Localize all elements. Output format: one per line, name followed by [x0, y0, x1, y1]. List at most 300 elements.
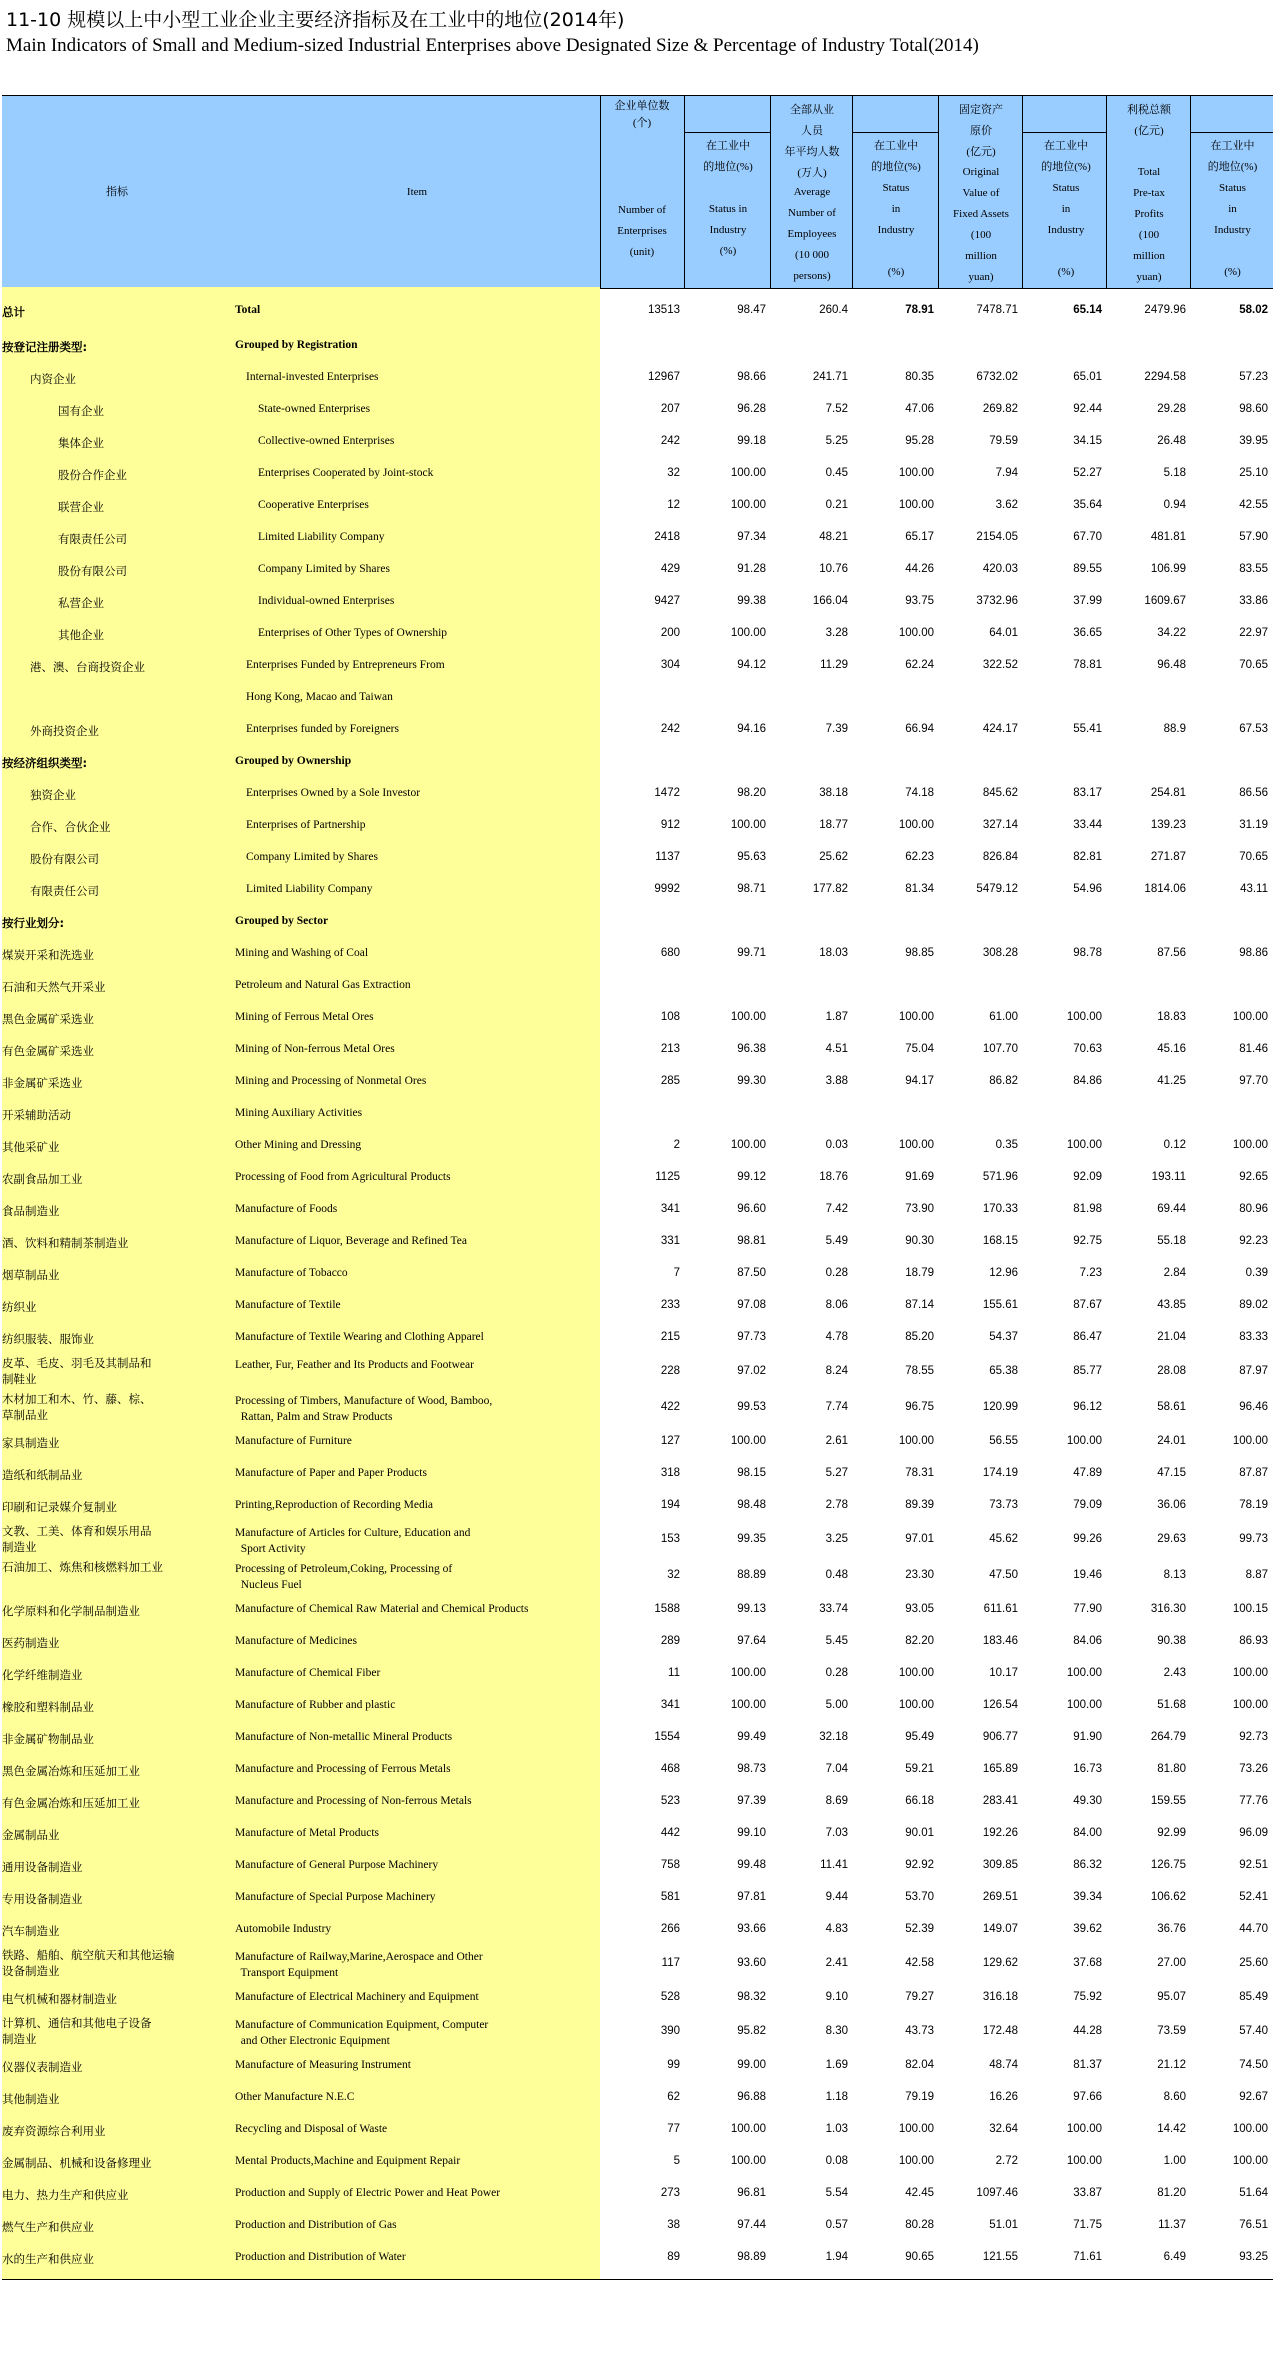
row-label-zh: 石油和天然气开采业: [2, 980, 106, 994]
cell-status-3: 7.23: [1079, 1267, 1102, 1279]
cell-status-1: 99.12: [737, 1171, 766, 1183]
table-row: [2, 491, 1273, 523]
cell-status-1: 100.00: [730, 627, 766, 639]
cell-fixed-assets: 47.50: [989, 1569, 1018, 1581]
cell-status-4: 89.02: [1239, 1299, 1268, 1311]
cell-status-4: 0.39: [1245, 1267, 1268, 1279]
table-row: [2, 1915, 1273, 1947]
cell-profits: 96.48: [1157, 659, 1186, 671]
row-label-zh: 化学纤维制造业: [2, 1668, 83, 1682]
cell-enterprises: 12967: [648, 371, 680, 383]
cell-employees: 5.27: [825, 1467, 848, 1479]
cell-employees: 0.28: [825, 1667, 848, 1679]
cell-status-3: 82.81: [1073, 851, 1102, 863]
cell-status-2: 82.04: [905, 2059, 934, 2071]
cell-profits: 159.55: [1150, 1795, 1186, 1807]
cell-status-2: 90.65: [905, 2251, 934, 2263]
cell-status-3: 99.26: [1073, 1533, 1102, 1545]
cell-profits: 51.68: [1157, 1699, 1186, 1711]
header-profits-en: Total Pre-tax Profits (100 million yuan): [1133, 166, 1165, 283]
row-label-zh: 汽车制造业: [2, 1924, 60, 1938]
cell-fixed-assets: 7478.71: [976, 304, 1018, 316]
row-label-en: Manufacture of Liquor, Beverage and Refined Tea: [235, 1235, 467, 1247]
cell-fixed-assets: 611.61: [983, 1603, 1018, 1615]
cell-status-2: 98.85: [905, 947, 934, 959]
cell-fixed-assets: 10.17: [989, 1667, 1018, 1679]
cell-enterprises: 581: [660, 1891, 680, 1903]
table-row: [2, 1291, 1273, 1323]
cell-status-4: 86.93: [1239, 1635, 1268, 1647]
cell-status-3: 35.64: [1073, 499, 1102, 511]
cell-profits: 1609.67: [1144, 595, 1186, 607]
cell-status-3: 39.62: [1073, 1923, 1102, 1935]
cell-profits: 21.04: [1157, 1331, 1186, 1343]
cell-enterprises: 117: [661, 1957, 680, 1969]
cell-status-3: 84.06: [1073, 1635, 1102, 1647]
cell-profits: 55.18: [1157, 1235, 1186, 1247]
cell-status-4: 31.19: [1239, 819, 1268, 831]
table-row: [2, 1819, 1273, 1851]
cell-fixed-assets: 149.07: [982, 1923, 1018, 1935]
cell-profits: 11.37: [1158, 2219, 1186, 2231]
row-label-en: Limited Liability Company: [246, 883, 373, 895]
cell-enterprises: 194: [660, 1499, 680, 1511]
cell-enterprises: 9992: [654, 883, 680, 895]
cell-employees: 241.71: [812, 371, 848, 383]
cell-profits: 2.84: [1163, 1267, 1186, 1279]
row-label-en: Manufacture of Textile Wearing and Clothing Apparel: [235, 1331, 484, 1343]
cell-enterprises: 341: [660, 1203, 680, 1215]
row-label-en: Processing of Timbers, Manufacture of Wood, Bamboo, Rattan, Palm and Straw Products: [235, 1395, 493, 1423]
cell-status-3: 71.61: [1073, 2251, 1102, 2263]
cell-fixed-assets: 65.38: [989, 1365, 1018, 1377]
cell-fixed-assets: 5479.12: [976, 883, 1018, 895]
cell-status-4: 57.40: [1239, 2025, 1268, 2037]
cell-profits: 28.08: [1157, 1365, 1186, 1377]
cell-status-1: 96.60: [737, 1203, 766, 1215]
cell-status-2: 90.30: [905, 1235, 934, 1247]
cell-employees: 4.78: [825, 1331, 848, 1343]
cell-status-4: 100.00: [1232, 1699, 1268, 1711]
cell-status-4: 22.97: [1239, 627, 1268, 639]
header-item-en: Item: [406, 186, 428, 198]
table-row: [2, 1163, 1273, 1195]
cell-profits: 14.42: [1157, 2123, 1186, 2135]
cell-status-1: 97.34: [737, 531, 766, 543]
cell-status-2: 78.31: [905, 1467, 934, 1479]
cell-employees: 7.74: [825, 1401, 848, 1413]
cell-status-2: 100.00: [898, 499, 934, 511]
cell-status-2: 44.26: [905, 563, 934, 575]
cell-fixed-assets: 79.59: [989, 435, 1018, 447]
cell-enterprises: 1472: [654, 787, 680, 799]
cell-status-4: 86.56: [1239, 787, 1268, 799]
cell-status-1: 100.00: [730, 1667, 766, 1679]
cell-enterprises: 528: [660, 1991, 680, 2003]
cell-status-1: 94.16: [737, 723, 766, 735]
table-row: [2, 715, 1273, 747]
cell-status-4: 44.70: [1239, 1923, 1268, 1935]
cell-enterprises: 680: [660, 947, 680, 959]
cell-status-2: 100.00: [898, 1011, 934, 1023]
table-row: [2, 395, 1273, 427]
header-employees-en: Average Number of Employees (10 000 persons): [787, 186, 837, 282]
row-label-en: Printing,Reproduction of Recording Media: [235, 1499, 434, 1511]
cell-employees: 4.51: [825, 1043, 848, 1055]
cell-enterprises: 331: [660, 1235, 680, 1247]
row-label-en: Mining of Ferrous Metal Ores: [235, 1011, 374, 1023]
table-row: [2, 2211, 1273, 2243]
cell-status-4: 85.49: [1239, 1991, 1268, 2003]
cell-enterprises: 127: [660, 1435, 680, 1447]
cell-status-1: 97.08: [737, 1299, 766, 1311]
row-label-en: Processing of Petroleum,Coking, Processing of Nucleus Fuel: [235, 1563, 453, 1591]
row-label-zh: 电气机械和器材制造业: [2, 1992, 117, 2006]
cell-status-4: 33.86: [1239, 595, 1268, 607]
cell-enterprises: 242: [660, 435, 680, 447]
cell-employees: 8.06: [825, 1299, 848, 1311]
cell-fixed-assets: 845.62: [982, 787, 1018, 799]
cell-enterprises: 1554: [654, 1731, 680, 1743]
cell-status-2: 62.23: [905, 851, 934, 863]
cell-status-3: 100.00: [1066, 2155, 1102, 2167]
row-label-en: Manufacture of Special Purpose Machinery: [235, 1891, 436, 1903]
cell-status-2: 75.04: [905, 1043, 934, 1055]
cell-status-4: 96.46: [1239, 1401, 1268, 1413]
row-label-en: Enterprises of Other Types of Ownership: [258, 627, 448, 639]
cell-status-4: 25.10: [1239, 467, 1268, 479]
cell-status-3: 100.00: [1066, 1435, 1102, 1447]
cell-fixed-assets: 172.48: [982, 2025, 1018, 2037]
cell-employees: 18.77: [819, 819, 848, 831]
cell-employees: 25.62: [819, 851, 848, 863]
cell-profits: 8.13: [1163, 1569, 1186, 1581]
cell-status-2: 53.70: [905, 1891, 934, 1903]
cell-enterprises: 9427: [654, 595, 680, 607]
row-label-en: Mining and Washing of Coal: [235, 947, 369, 959]
cell-enterprises: 304: [660, 659, 680, 671]
cell-status-3: 89.55: [1073, 563, 1102, 575]
cell-status-3: 78.81: [1073, 659, 1102, 671]
cell-status-1: 98.15: [737, 1467, 766, 1479]
cell-profits: 18.83: [1157, 1011, 1186, 1023]
table-row: [2, 1787, 1273, 1819]
cell-status-3: 86.47: [1073, 1331, 1102, 1343]
cell-employees: 177.82: [812, 883, 848, 895]
row-label-zh: 金属制品业: [2, 1828, 60, 1842]
row-label-en: Mining and Processing of Nonmetal Ores: [235, 1075, 427, 1087]
cell-fixed-assets: 12.96: [989, 1267, 1018, 1279]
cell-status-3: 71.75: [1073, 2219, 1102, 2231]
row-label-zh: 金属制品、机械和设备修理业: [2, 2156, 152, 2170]
cell-status-2: 91.69: [905, 1171, 934, 1183]
cell-fixed-assets: 155.61: [982, 1299, 1018, 1311]
row-label-zh: 印刷和记录媒介复制业: [2, 1500, 117, 1514]
cell-fixed-assets: 906.77: [982, 1731, 1018, 1743]
cell-status-4: 93.25: [1239, 2251, 1268, 2263]
row-label-en: Manufacture of Furniture: [235, 1435, 352, 1447]
cell-status-1: 99.53: [737, 1401, 766, 1413]
cell-status-3: 65.01: [1073, 371, 1102, 383]
cell-employees: 9.44: [825, 1891, 848, 1903]
row-label-en: Grouped by Sector: [235, 915, 329, 927]
cell-status-2: 100.00: [898, 1139, 934, 1151]
cell-status-2: 42.45: [905, 2187, 934, 2199]
cell-status-1: 93.66: [737, 1923, 766, 1935]
cell-employees: 0.48: [825, 1569, 848, 1581]
cell-status-1: 96.81: [737, 2187, 766, 2199]
row-label-zh: 专用设备制造业: [2, 1892, 83, 1906]
cell-status-3: 34.15: [1073, 435, 1102, 447]
row-label-zh: 非金属矿采选业: [2, 1076, 83, 1090]
cell-status-3: 92.09: [1073, 1171, 1102, 1183]
cell-status-4: 25.60: [1239, 1957, 1268, 1969]
row-label-zh: 木材加工和木、竹、藤、棕、 草制品业: [2, 1392, 152, 1422]
row-label-zh: 独资企业: [30, 788, 76, 802]
row-label-en: Enterprises Cooperated by Joint-stock: [258, 467, 434, 479]
cell-employees: 2.61: [825, 1435, 848, 1447]
row-label-zh: 仪器仪表制造业: [2, 2060, 83, 2074]
cell-fixed-assets: 1097.46: [976, 2187, 1018, 2199]
cell-enterprises: 912: [660, 819, 680, 831]
cell-status-1: 91.28: [737, 563, 766, 575]
cell-status-4: 8.87: [1245, 1569, 1268, 1581]
table-row: [2, 1131, 1273, 1163]
cell-status-3: 37.99: [1073, 595, 1102, 607]
cell-status-4: 83.33: [1239, 1331, 1268, 1343]
cell-employees: 38.18: [819, 787, 848, 799]
row-label-zh: 有色金属矿采选业: [2, 1044, 94, 1058]
cell-fixed-assets: 7.94: [995, 467, 1018, 479]
row-label-zh: 其他采矿业: [2, 1140, 60, 1154]
cell-fixed-assets: 192.26: [982, 1827, 1018, 1839]
cell-employees: 18.76: [819, 1171, 848, 1183]
row-label-en: Manufacture of Measuring Instrument: [235, 2059, 411, 2071]
cell-status-3: 79.09: [1073, 1499, 1102, 1511]
cell-profits: 2479.96: [1144, 304, 1186, 316]
cell-status-2: 42.58: [905, 1957, 934, 1969]
table-row: [2, 1659, 1273, 1691]
cell-enterprises: 390: [660, 2025, 680, 2037]
cell-enterprises: 318: [660, 1467, 680, 1479]
cell-status-4: 92.65: [1239, 1171, 1268, 1183]
cell-enterprises: 5: [673, 2155, 680, 2167]
cell-status-1: 97.64: [737, 1635, 766, 1647]
cell-status-2: 65.17: [905, 531, 934, 543]
cell-employees: 18.03: [819, 947, 848, 959]
cell-status-3: 100.00: [1066, 1667, 1102, 1679]
cell-status-3: 86.32: [1073, 1859, 1102, 1871]
row-label-zh: 文教、工美、体育和娱乐用品 制造业: [2, 1524, 152, 1554]
cell-employees: 4.83: [825, 1923, 848, 1935]
row-label-zh: 联营企业: [58, 500, 104, 514]
cell-status-1: 100.00: [730, 467, 766, 479]
row-label-zh: 造纸和纸制品业: [2, 1468, 83, 1482]
row-label-en: Manufacture of General Purpose Machinery: [235, 1859, 439, 1871]
table-row: [2, 683, 1273, 715]
cell-status-4: 100.00: [1232, 1667, 1268, 1679]
cell-status-2: 100.00: [898, 1435, 934, 1447]
row-label-zh: 家具制造业: [2, 1436, 60, 1450]
cell-fixed-assets: 86.82: [989, 1075, 1018, 1087]
cell-fixed-assets: 269.51: [982, 1891, 1018, 1903]
cell-status-4: 80.96: [1239, 1203, 1268, 1215]
header-status-4: 在工业中 的地位(%) Status in Industry (%): [1207, 140, 1258, 278]
cell-status-3: 49.30: [1073, 1795, 1102, 1807]
cell-status-3: 92.44: [1073, 403, 1102, 415]
row-label-zh: 合作、合伙企业: [30, 820, 111, 834]
table-row: [2, 619, 1273, 651]
cell-status-3: 54.96: [1073, 883, 1102, 895]
cell-status-1: 97.39: [737, 1795, 766, 1807]
cell-status-4: 99.73: [1239, 1533, 1268, 1545]
cell-fixed-assets: 3732.96: [976, 595, 1018, 607]
cell-enterprises: 153: [660, 1533, 680, 1545]
cell-enterprises: 1137: [655, 851, 680, 863]
cell-fixed-assets: 121.55: [982, 2251, 1018, 2263]
row-label-zh: 总计: [2, 305, 25, 319]
cell-status-2: 78.91: [905, 304, 934, 316]
cell-fixed-assets: 0.35: [995, 1139, 1018, 1151]
cell-fixed-assets: 126.54: [982, 1699, 1018, 1711]
row-label-en: Hong Kong, Macao and Taiwan: [246, 691, 393, 703]
cell-enterprises: 758: [660, 1859, 680, 1871]
table-row: [2, 1391, 1273, 1427]
cell-status-4: 83.55: [1239, 563, 1268, 575]
cell-status-4: 52.41: [1239, 1891, 1268, 1903]
cell-status-2: 89.39: [905, 1499, 934, 1511]
cell-status-3: 100.00: [1066, 2123, 1102, 2135]
cell-status-1: 96.38: [737, 1043, 766, 1055]
cell-employees: 7.42: [825, 1203, 848, 1215]
cell-status-2: 79.19: [905, 2091, 934, 2103]
cell-fixed-assets: 174.19: [982, 1467, 1018, 1479]
cell-profits: 481.81: [1150, 531, 1186, 543]
cell-status-2: 87.14: [905, 1299, 934, 1311]
cell-enterprises: 77: [667, 2123, 680, 2135]
cell-profits: 271.87: [1150, 851, 1186, 863]
cell-status-4: 98.60: [1239, 403, 1268, 415]
cell-status-4: 100.00: [1232, 1435, 1268, 1447]
table-row: [2, 1427, 1273, 1459]
row-label-zh: 农副食品加工业: [2, 1172, 83, 1186]
header-profits-top: 利税总额 (亿元): [1127, 104, 1171, 137]
cell-status-1: 98.81: [737, 1235, 766, 1247]
cell-profits: 34.22: [1157, 627, 1186, 639]
cell-enterprises: 13513: [648, 304, 680, 316]
cell-fixed-assets: 168.15: [982, 1235, 1018, 1247]
row-label-zh: 私营企业: [58, 596, 104, 610]
cell-status-4: 81.46: [1239, 1043, 1268, 1055]
cell-status-2: 95.49: [905, 1731, 934, 1743]
cell-enterprises: 468: [660, 1763, 680, 1775]
cell-status-1: 100.00: [730, 2155, 766, 2167]
cell-status-3: 70.63: [1073, 1043, 1102, 1055]
row-label-zh: 黑色金属冶炼和压延加工业: [2, 1764, 140, 1778]
cell-enterprises: 422: [660, 1401, 680, 1413]
cell-fixed-assets: 16.26: [989, 2091, 1018, 2103]
cell-enterprises: 32: [667, 467, 680, 479]
cell-status-2: 96.75: [905, 1401, 934, 1413]
table-row: [2, 651, 1273, 683]
cell-status-3: 37.68: [1073, 1957, 1102, 1969]
table-title-en: Main Indicators of Small and Medium-sized Industrial Enterprises above Designated Size & Percentage of Industry Total(2014): [6, 35, 979, 56]
cell-profits: 92.99: [1157, 1827, 1186, 1839]
row-label-en: Manufacture of Chemical Fiber: [235, 1667, 381, 1679]
cell-profits: 90.38: [1157, 1635, 1186, 1647]
cell-status-2: 82.20: [905, 1635, 934, 1647]
cell-status-4: 70.65: [1239, 659, 1268, 671]
table-row: [2, 1227, 1273, 1259]
cell-status-4: 87.87: [1239, 1467, 1268, 1479]
row-label-en: Recycling and Disposal of Waste: [235, 2123, 388, 2135]
row-label-zh: 内资企业: [30, 372, 76, 386]
cell-status-2: 100.00: [898, 467, 934, 479]
cell-status-2: 43.73: [905, 2025, 934, 2037]
cell-employees: 0.03: [825, 1139, 848, 1151]
cell-status-4: 78.19: [1239, 1499, 1268, 1511]
cell-profits: 81.20: [1157, 2187, 1186, 2199]
cell-employees: 11.41: [820, 1859, 848, 1871]
cell-status-1: 95.82: [737, 2025, 766, 2037]
cell-status-3: 19.46: [1073, 1569, 1102, 1581]
cell-enterprises: 341: [660, 1699, 680, 1711]
cell-fixed-assets: 129.62: [982, 1957, 1018, 1969]
cell-employees: 1.03: [825, 2123, 848, 2135]
cell-status-1: 93.60: [737, 1957, 766, 1969]
cell-status-2: 66.18: [905, 1795, 934, 1807]
cell-enterprises: 11: [668, 1667, 680, 1679]
cell-profits: 69.44: [1157, 1203, 1186, 1215]
cell-status-3: 87.67: [1073, 1299, 1102, 1311]
table-row: [2, 1723, 1273, 1755]
table-row: [2, 555, 1273, 587]
row-label-zh: 黑色金属矿采选业: [2, 1012, 94, 1026]
cell-fixed-assets: 45.62: [989, 1533, 1018, 1545]
table-row: [2, 1627, 1273, 1659]
row-label-en: Manufacture and Processing of Non-ferrous Metals: [235, 1795, 472, 1807]
cell-status-3: 36.65: [1073, 627, 1102, 639]
header-status-2: 在工业中 的地位(%) Status in Industry (%): [871, 140, 921, 278]
cell-status-2: 95.28: [905, 435, 934, 447]
cell-fixed-assets: 2154.05: [976, 531, 1018, 543]
cell-employees: 11.29: [820, 659, 848, 671]
cell-status-4: 92.23: [1239, 1235, 1268, 1247]
row-label-zh: 电力、热力生产和供应业: [2, 2188, 129, 2202]
table-row: [2, 2051, 1273, 2083]
cell-status-3: 96.12: [1073, 1401, 1102, 1413]
cell-employees: 1.69: [825, 2059, 848, 2071]
row-label-zh: 集体企业: [58, 436, 104, 450]
cell-status-4: 92.51: [1239, 1859, 1268, 1871]
cell-fixed-assets: 120.99: [982, 1401, 1018, 1413]
cell-status-3: 91.90: [1073, 1731, 1102, 1743]
cell-fixed-assets: 322.52: [982, 659, 1018, 671]
cell-enterprises: 89: [667, 2251, 680, 2263]
cell-status-3: 47.89: [1073, 1467, 1102, 1479]
row-label-zh: 纺织业: [2, 1300, 37, 1314]
cell-employees: 9.10: [825, 1991, 848, 2003]
row-label-zh: 有色金属冶炼和压延加工业: [2, 1796, 140, 1810]
row-label-en: Manufacture of Rubber and plastic: [235, 1699, 396, 1711]
table-row: [2, 1851, 1273, 1883]
row-label-en: Manufacture and Processing of Ferrous Metals: [235, 1763, 451, 1775]
row-label-zh: 非金属矿物制品业: [2, 1732, 94, 1746]
cell-enterprises: 2: [673, 1139, 680, 1151]
cell-employees: 166.04: [812, 595, 848, 607]
row-label-en: Enterprises Owned by a Sole Investor: [246, 787, 421, 799]
table-row: [2, 1099, 1273, 1131]
